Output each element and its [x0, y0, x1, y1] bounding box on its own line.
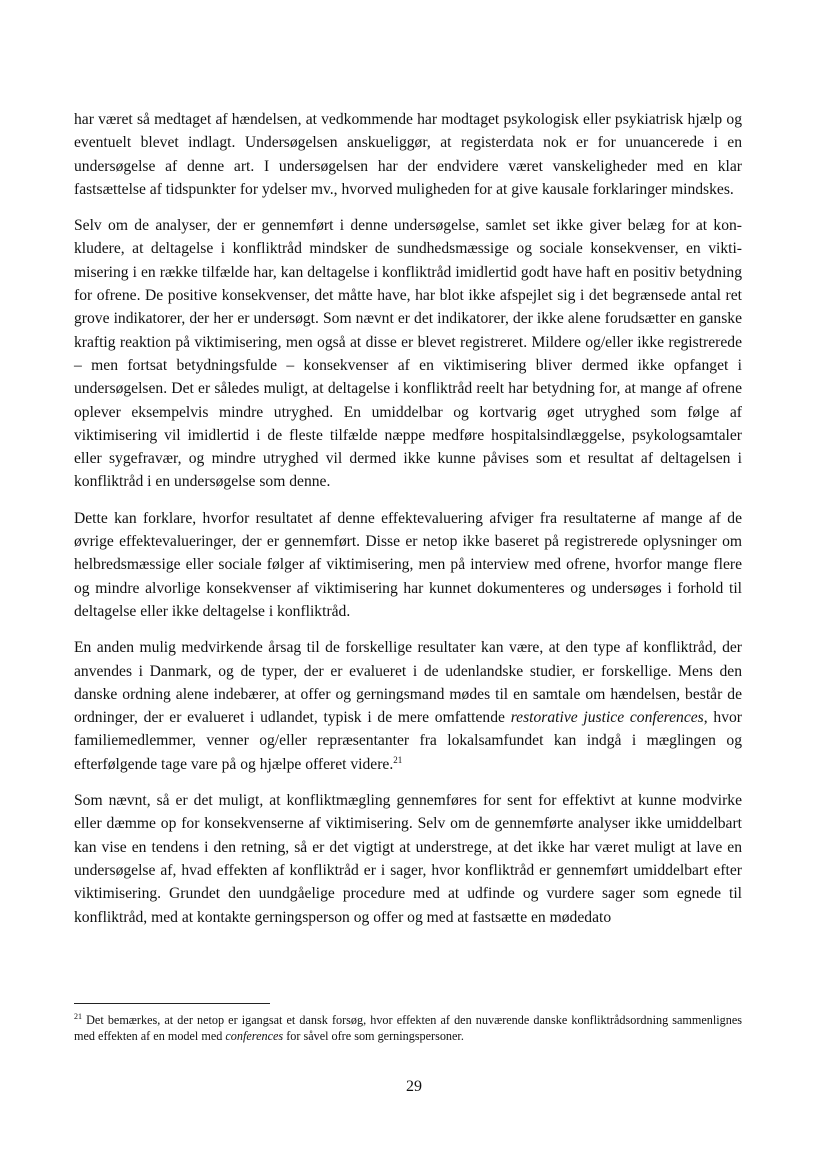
footnote-number: 21	[74, 1011, 82, 1021]
footnote-text-end: for såvel ofre som gerningspersoner.	[283, 1029, 464, 1043]
footnote-reference[interactable]: 21	[393, 754, 403, 765]
page-number: 29	[406, 1078, 422, 1095]
paragraph-4-italic: restorative justice conferences	[510, 709, 704, 727]
footnote-italic: conferences	[225, 1029, 284, 1043]
paragraph-3: Dette kan forklare, hvorfor resultatet af denne effektevaluering afviger fra resultaterne af mange af de øvrige effektevalueringer, der er gennemført. Disse er netop ikke baseret på registrerede oplysninger om helbredsmæssige eller sociale følger af viktimisering, men på interview med ofrene, hvorfor mange flere og mindre alvorlige konsekvenser af viktimisering har kunnet dokumenteres og undersøges i forhold til deltagelse eller ikke deltagelse i konfliktråd.	[74, 509, 742, 620]
footnote-divider	[74, 1003, 270, 1004]
paragraph-4-text: En anden mulig medvirkende årsag til de forskellige resultater kan være, at den type af konfliktråd, der anvendes i Danmark, og de typer, der er evalueret i de udenlandske studier, er forskellige. Mens den danske ordning alene indebærer, at offer og gerningsmand mødes til en samtale om hændelsen, består de ordninger, der er evalueret i udlandet, typisk i de mere omfattende	[74, 639, 742, 727]
paragraph-2: Selv om de analyser, der er gennemført i denne undersøgelse, samlet set ikke giver belæg for at konkludere, at deltagelse i konfliktråd mindsker de sundhedsmæssige og sociale konsekvenser, en viktimisering i en række tilfælde har, kan deltagelse i konfliktråd imidlertid godt have haft en positiv betydning for ofrene. De positive konsekvenser, det måtte have, har blot ikke afspejlet sig i det begrænsede antal ret grove indikatorer, der her er undersøgt. Som nævnt er det indikatorer, der ikke alene forudsætter en ganske kraftig reaktion på viktimisering, men også at disse er blevet registreret. Mildere og/eller ikke registrerede – men fortsat betydningsfulde – konsekvenser af en viktimisering bliver dermed ikke opfanget i undersøgelsen. Det er således muligt, at deltagelse i konfliktråd reelt har betydning for, at mange af ofrene oplever eksempelvis mindre utryghed. En umiddelbar og kortvarig øget utryghed som følge af viktimisering vil imidlertid i de fleste tilfælde næppe medføre hospitalsindlæggelse, psykologsamtaler eller sygefravær, og mindre utryghed vil dermed ikke kunne påvises som et resultat af deltagelsen i konfliktråd i en undersøgelse som denne.	[74, 217, 742, 491]
footnote	[74, 1012, 742, 1044]
paragraph-4-text-end: , hvor familiemedlemmer, venner og/eller repræsentanter fra lokalsamfundet kan indgå i mæglingen og efterfølgende tage vare på og hjælpe offeret videre.	[74, 709, 742, 773]
body-text	[74, 108, 742, 942]
paragraph-4	[74, 636, 742, 776]
paragraph-5: Som nævnt, så er det muligt, at konfliktmægling gennemføres for sent for effektivt at kunne modvirke eller dæmme op for konsekvenserne af viktimisering. Selv om de gennemførte analyser ikke umiddelbart kan vise en tendens i den retning, så er det vigtigt at understrege, at det ikke har været muligt at lave en undersøgelse af, hvad effekten af konfliktråd er i sager, hvor konfliktråd er gennemført umiddelbart efter viktimisering. Grundet den uundgåelige procedure med at udfinde og vurdere sager som egnede til konfliktråd, med at kontakte gerningsperson og offer og med at fastsætte en mødedato	[74, 792, 742, 926]
footnote-text: Det bemærkes, at der netop er igangsat et dansk forsøg, hvor effekten af den nuværende danske konfliktrådsordning sammenlignes med effekten af en model med	[74, 1013, 742, 1043]
paragraph-1: har været så medtaget af hændelsen, at vedkommende har modtaget psykologisk eller psykiatrisk hjælp og eventuelt blevet indlagt. Undersøgelsen anskueliggør, at registerdata nok er for unuancerede i en undersøgelse af denne art. I undersøgelsen har der endvidere været vanskeligheder med en klar fastsættelse af tidspunkter for ydelser mv., hvorved muligheden for at give kausale forklaringer mindskes.	[74, 111, 742, 198]
